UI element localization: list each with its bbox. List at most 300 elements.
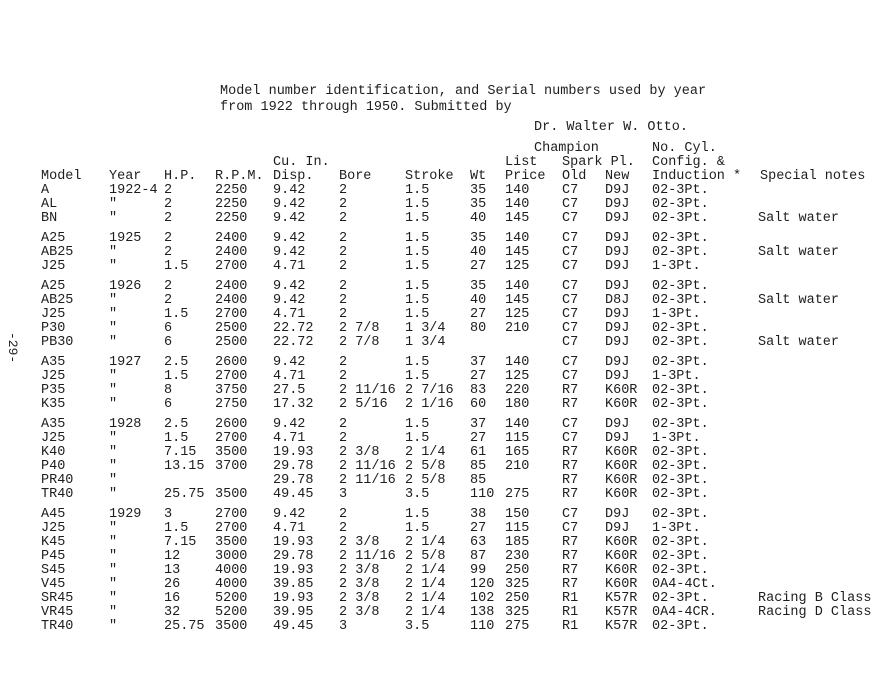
cell-old: C7 (562, 431, 579, 446)
cell-rpm: 2500 (215, 335, 248, 350)
table-row (0, 460, 875, 474)
cell-disp: 39.95 (273, 605, 314, 620)
cell-stroke: 1.5 (405, 521, 430, 536)
cell-disp: 9.42 (273, 417, 306, 432)
cell-year: " (109, 397, 118, 412)
cell-model: BN (41, 211, 58, 226)
header-cyl-induction: Induction * (652, 169, 742, 184)
cell-bore: 2 (339, 431, 348, 446)
cell-year: " (109, 383, 118, 398)
cell-rpm: 2250 (215, 211, 248, 226)
cell-rpm: 3750 (215, 383, 248, 398)
table-row (0, 592, 875, 606)
cell-rpm: 2600 (215, 355, 248, 370)
cell-new: D9J (605, 507, 630, 522)
table-row (0, 508, 875, 522)
cell-price: 145 (505, 245, 530, 260)
cell-bore: 2 11/16 (339, 473, 396, 488)
cell-new: D8J (605, 293, 630, 308)
cell-disp: 4.71 (273, 521, 306, 536)
cell-old: C7 (562, 507, 579, 522)
cell-wt: 27 (470, 369, 487, 384)
cell-disp: 49.45 (273, 619, 314, 634)
cell-disp: 19.93 (273, 535, 314, 550)
cell-stroke: 1.5 (405, 431, 430, 446)
cell-price: 325 (505, 577, 530, 592)
cell-wt: 138 (470, 605, 495, 620)
cell-year: " (109, 549, 118, 564)
cell-new: D9J (605, 307, 630, 322)
cell-bore: 2 (339, 369, 348, 384)
cell-disp: 19.93 (273, 563, 314, 578)
cell-model: V45 (41, 577, 66, 592)
header-plug-new: New (605, 169, 630, 184)
cell-cyl: 0A4-4Ct. (652, 577, 717, 592)
table-row (0, 432, 875, 446)
cell-year: " (109, 535, 118, 550)
cell-model: A35 (41, 355, 66, 370)
cell-wt: 110 (470, 619, 495, 634)
cell-rpm: 4000 (215, 577, 248, 592)
cell-wt: 27 (470, 307, 487, 322)
table-row (0, 212, 875, 226)
cell-stroke: 2 1/4 (405, 563, 446, 578)
cell-cyl: 02-3Pt. (652, 445, 709, 460)
cell-wt: 35 (470, 279, 487, 294)
cell-year: " (109, 259, 118, 274)
header-model: Model (41, 169, 82, 184)
cell-price: 275 (505, 487, 530, 502)
cell-price: 250 (505, 591, 530, 606)
cell-year: " (109, 521, 118, 536)
header-rpm: R.P.M. (215, 169, 264, 184)
cell-wt: 99 (470, 563, 487, 578)
cell-bore: 2 7/8 (339, 335, 380, 350)
cell-rpm: 2400 (215, 279, 248, 294)
cell-price: 125 (505, 259, 530, 274)
cell-new: D9J (605, 183, 630, 198)
table-row (0, 294, 875, 308)
cell-hp: 1.5 (164, 307, 189, 322)
cell-bore: 2 (339, 507, 348, 522)
cell-disp: 9.42 (273, 197, 306, 212)
cell-cyl: 02-3Pt. (652, 417, 709, 432)
cell-year: 1922-4 (109, 183, 158, 198)
header-champion: Champion (534, 141, 599, 156)
cell-hp: 25.75 (164, 619, 205, 634)
cell-stroke: 2 1/4 (405, 535, 446, 550)
cell-hp: 13.15 (164, 459, 205, 474)
cell-old: C7 (562, 521, 579, 536)
cell-disp: 4.71 (273, 369, 306, 384)
cell-disp: 19.93 (273, 445, 314, 460)
cell-bore: 2 (339, 293, 348, 308)
cell-old: C7 (562, 369, 579, 384)
cell-model: PB30 (41, 335, 74, 350)
cell-cyl: 02-3Pt. (652, 397, 709, 412)
cell-hp: 1.5 (164, 521, 189, 536)
cell-bore: 2 (339, 183, 348, 198)
cell-disp: 9.42 (273, 211, 306, 226)
cell-new: K60R (605, 383, 638, 398)
cell-disp: 29.78 (273, 473, 314, 488)
cell-stroke: 3.5 (405, 619, 430, 634)
cell-price: 140 (505, 417, 530, 432)
cell-price: 140 (505, 183, 530, 198)
cell-hp: 2 (164, 245, 173, 260)
table-row (0, 246, 875, 260)
cell-year: 1925 (109, 231, 142, 246)
cell-new: K60R (605, 487, 638, 502)
cell-rpm: 2700 (215, 259, 248, 274)
cell-cyl: 02-3Pt. (652, 245, 709, 260)
cell-new: K57R (605, 591, 638, 606)
cell-model: A35 (41, 417, 66, 432)
cell-disp: 49.45 (273, 487, 314, 502)
cell-new: K60R (605, 535, 638, 550)
cell-old: R7 (562, 397, 579, 412)
cell-old: C7 (562, 307, 579, 322)
cell-cyl: 02-3Pt. (652, 619, 709, 634)
cell-model: K35 (41, 397, 66, 412)
cell-rpm: 5200 (215, 605, 248, 620)
cell-stroke: 1.5 (405, 259, 430, 274)
header-disp: Disp. (273, 169, 314, 184)
cell-disp: 9.42 (273, 293, 306, 308)
cell-model: J25 (41, 521, 66, 536)
cell-wt: 40 (470, 293, 487, 308)
cell-bore: 2 3/8 (339, 563, 380, 578)
cell-year: " (109, 487, 118, 502)
cell-notes: Salt water (758, 293, 840, 308)
cell-bore: 2 (339, 197, 348, 212)
cell-year: " (109, 591, 118, 606)
cell-rpm: 5200 (215, 591, 248, 606)
cell-price: 140 (505, 231, 530, 246)
header-weight: Wt (470, 169, 487, 184)
cell-bore: 2 (339, 521, 348, 536)
table-row (0, 564, 875, 578)
cell-cyl: 1-3Pt. (652, 259, 701, 274)
table-row (0, 322, 875, 336)
header-plug-old: Old (562, 169, 587, 184)
cell-disp: 9.42 (273, 183, 306, 198)
header-spark-plug: Spark Pl. (562, 155, 635, 170)
cell-wt: 27 (470, 521, 487, 536)
cell-stroke: 1.5 (405, 279, 430, 294)
cell-cyl: 02-3Pt. (652, 535, 709, 550)
table-row (0, 356, 875, 370)
cell-wt: 35 (470, 231, 487, 246)
table-row (0, 620, 875, 634)
cell-wt: 37 (470, 355, 487, 370)
cell-price: 115 (505, 431, 530, 446)
cell-rpm: 3000 (215, 549, 248, 564)
cell-cyl: 02-3Pt. (652, 563, 709, 578)
cell-new: D9J (605, 417, 630, 432)
cell-new: D9J (605, 355, 630, 370)
submitter-name: Dr. Walter W. Otto. (534, 120, 688, 135)
cell-stroke: 1.5 (405, 293, 430, 308)
cell-old: C7 (562, 321, 579, 336)
cell-model: P35 (41, 383, 66, 398)
header-price-line1: List (505, 155, 538, 170)
cell-disp: 9.42 (273, 231, 306, 246)
cell-old: R7 (562, 487, 579, 502)
cell-stroke: 1.5 (405, 183, 430, 198)
cell-cyl: 02-3Pt. (652, 183, 709, 198)
cell-cyl: 02-3Pt. (652, 591, 709, 606)
table-row (0, 370, 875, 384)
cell-price: 230 (505, 549, 530, 564)
cell-stroke: 1.5 (405, 355, 430, 370)
cell-disp: 9.42 (273, 245, 306, 260)
cell-old: R7 (562, 577, 579, 592)
cell-new: D9J (605, 369, 630, 384)
cell-bore: 2 (339, 259, 348, 274)
cell-model: K40 (41, 445, 66, 460)
cell-price: 145 (505, 211, 530, 226)
cell-year: " (109, 369, 118, 384)
cell-disp: 39.85 (273, 577, 314, 592)
cell-year: " (109, 473, 118, 488)
cell-hp: 16 (164, 591, 181, 606)
cell-new: K60R (605, 563, 638, 578)
cell-rpm: 3500 (215, 487, 248, 502)
cell-year: " (109, 605, 118, 620)
intro-line-2: from 1922 through 1950. Submitted by (220, 100, 512, 115)
cell-hp: 1.5 (164, 259, 189, 274)
cell-year: " (109, 321, 118, 336)
cell-year: " (109, 577, 118, 592)
header-price: Price (505, 169, 546, 184)
cell-disp: 17.32 (273, 397, 314, 412)
cell-cyl: 1-3Pt. (652, 369, 701, 384)
cell-cyl: 02-3Pt. (652, 473, 709, 488)
cell-price: 145 (505, 293, 530, 308)
cell-price: 185 (505, 535, 530, 550)
cell-stroke: 1.5 (405, 369, 430, 384)
cell-rpm: 2600 (215, 417, 248, 432)
cell-wt: 102 (470, 591, 495, 606)
cell-bore: 2 3/8 (339, 605, 380, 620)
cell-model: PR40 (41, 473, 74, 488)
cell-stroke: 3.5 (405, 487, 430, 502)
cell-hp: 6 (164, 321, 173, 336)
cell-old: R7 (562, 563, 579, 578)
cell-wt: 85 (470, 459, 487, 474)
cell-hp: 1.5 (164, 369, 189, 384)
cell-old: R7 (562, 535, 579, 550)
cell-cyl: 1-3Pt. (652, 307, 701, 322)
cell-new: K60R (605, 577, 638, 592)
cell-model: J25 (41, 369, 66, 384)
cell-cyl: 02-3Pt. (652, 197, 709, 212)
cell-rpm: 2700 (215, 521, 248, 536)
cell-new: D9J (605, 521, 630, 536)
cell-rpm: 2400 (215, 245, 248, 260)
cell-cyl: 02-3Pt. (652, 355, 709, 370)
cell-price: 140 (505, 197, 530, 212)
cell-old: C7 (562, 183, 579, 198)
header-special-notes: Special notes (760, 169, 866, 184)
cell-hp: 2.5 (164, 355, 189, 370)
cell-new: K57R (605, 619, 638, 634)
cell-bore: 3 (339, 619, 348, 634)
cell-model: TR40 (41, 619, 74, 634)
cell-wt: 83 (470, 383, 487, 398)
cell-year: " (109, 459, 118, 474)
cell-notes: Racing D Class (758, 605, 872, 620)
cell-rpm: 2700 (215, 431, 248, 446)
cell-price: 250 (505, 563, 530, 578)
cell-price: 165 (505, 445, 530, 460)
cell-stroke: 2 5/8 (405, 473, 446, 488)
cell-new: D9J (605, 431, 630, 446)
cell-wt: 27 (470, 431, 487, 446)
cell-old: C7 (562, 293, 579, 308)
cell-old: R1 (562, 591, 579, 606)
cell-model: SR45 (41, 591, 74, 606)
cell-year: " (109, 293, 118, 308)
cell-model: A25 (41, 231, 66, 246)
cell-hp: 25.75 (164, 487, 205, 502)
cell-bore: 2 5/16 (339, 397, 388, 412)
cell-stroke: 1.5 (405, 231, 430, 246)
cell-stroke: 1.5 (405, 245, 430, 260)
table-row (0, 280, 875, 294)
cell-cyl: 02-3Pt. (652, 335, 709, 350)
cell-wt: 110 (470, 487, 495, 502)
cell-bore: 2 3/8 (339, 577, 380, 592)
cell-old: C7 (562, 245, 579, 260)
cell-wt: 40 (470, 211, 487, 226)
cell-hp: 13 (164, 563, 181, 578)
cell-hp: 2 (164, 197, 173, 212)
cell-year: " (109, 307, 118, 322)
cell-cyl: 02-3Pt. (652, 293, 709, 308)
cell-rpm: 2250 (215, 183, 248, 198)
cell-old: C7 (562, 355, 579, 370)
cell-new: D9J (605, 231, 630, 246)
cell-cyl: 02-3Pt. (652, 507, 709, 522)
cell-stroke: 2 1/4 (405, 591, 446, 606)
cell-bore: 2 3/8 (339, 535, 380, 550)
cell-old: R7 (562, 459, 579, 474)
table-row (0, 336, 875, 350)
cell-stroke: 2 1/4 (405, 445, 446, 460)
cell-stroke: 2 1/4 (405, 605, 446, 620)
cell-disp: 22.72 (273, 335, 314, 350)
table-row (0, 550, 875, 564)
header-hp: H.P. (164, 169, 197, 184)
cell-rpm: 2700 (215, 307, 248, 322)
cell-rpm: 2750 (215, 397, 248, 412)
cell-rpm: 3700 (215, 459, 248, 474)
cell-hp: 12 (164, 549, 181, 564)
cell-year: 1928 (109, 417, 142, 432)
cell-hp: 26 (164, 577, 181, 592)
cell-hp: 8 (164, 383, 173, 398)
cell-cyl: 02-3Pt. (652, 321, 709, 336)
header-disp-line1: Cu. In. (273, 155, 330, 170)
cell-price: 275 (505, 619, 530, 634)
cell-bore: 2 3/8 (339, 445, 380, 460)
cell-cyl: 0A4-4CR. (652, 605, 717, 620)
cell-model: AB25 (41, 293, 74, 308)
cell-cyl: 02-3Pt. (652, 459, 709, 474)
cell-disp: 29.78 (273, 549, 314, 564)
cell-new: D9J (605, 259, 630, 274)
table-row (0, 578, 875, 592)
table-row (0, 198, 875, 212)
cell-disp: 4.71 (273, 307, 306, 322)
cell-stroke: 1 3/4 (405, 321, 446, 336)
cell-stroke: 1.5 (405, 211, 430, 226)
cell-old: C7 (562, 259, 579, 274)
cell-cyl: 02-3Pt. (652, 211, 709, 226)
cell-bore: 2 7/8 (339, 321, 380, 336)
cell-disp: 4.71 (273, 431, 306, 446)
cell-disp: 29.78 (273, 459, 314, 474)
page-number-margin-note: -29- (5, 332, 20, 364)
cell-stroke: 2 7/16 (405, 383, 454, 398)
cell-stroke: 1.5 (405, 307, 430, 322)
cell-price: 140 (505, 279, 530, 294)
intro-text (220, 84, 706, 116)
table-row (0, 308, 875, 322)
cell-rpm: 4000 (215, 563, 248, 578)
cell-cyl: 02-3Pt. (652, 383, 709, 398)
cell-model: P30 (41, 321, 66, 336)
cell-price: 325 (505, 605, 530, 620)
cell-cyl: 02-3Pt. (652, 279, 709, 294)
cell-new: K60R (605, 445, 638, 460)
cell-hp: 2 (164, 279, 173, 294)
cell-new: D9J (605, 245, 630, 260)
cell-old: R1 (562, 619, 579, 634)
cell-wt: 85 (470, 473, 487, 488)
cell-wt: 60 (470, 397, 487, 412)
cell-old: C7 (562, 211, 579, 226)
cell-wt: 35 (470, 197, 487, 212)
cell-old: R1 (562, 605, 579, 620)
cell-bore: 2 (339, 417, 348, 432)
cell-year: 1929 (109, 507, 142, 522)
cell-bore: 3 (339, 487, 348, 502)
table-row (0, 384, 875, 398)
cell-wt: 61 (470, 445, 487, 460)
cell-wt: 87 (470, 549, 487, 564)
cell-disp: 27.5 (273, 383, 306, 398)
cell-wt: 38 (470, 507, 487, 522)
cell-new: D9J (605, 321, 630, 336)
cell-new: D9J (605, 279, 630, 294)
table-row (0, 260, 875, 274)
cell-stroke: 1 3/4 (405, 335, 446, 350)
cell-new: K60R (605, 459, 638, 474)
cell-hp: 1.5 (164, 431, 189, 446)
header-cyl-line1: No. Cyl. (652, 141, 717, 156)
cell-cyl: 02-3Pt. (652, 487, 709, 502)
cell-notes: Salt water (758, 211, 840, 226)
cell-year: 1926 (109, 279, 142, 294)
cell-hp: 6 (164, 335, 173, 350)
header-stroke: Stroke (405, 169, 454, 184)
cell-notes: Racing B Class (758, 591, 872, 606)
cell-disp: 9.42 (273, 279, 306, 294)
cell-price: 220 (505, 383, 530, 398)
